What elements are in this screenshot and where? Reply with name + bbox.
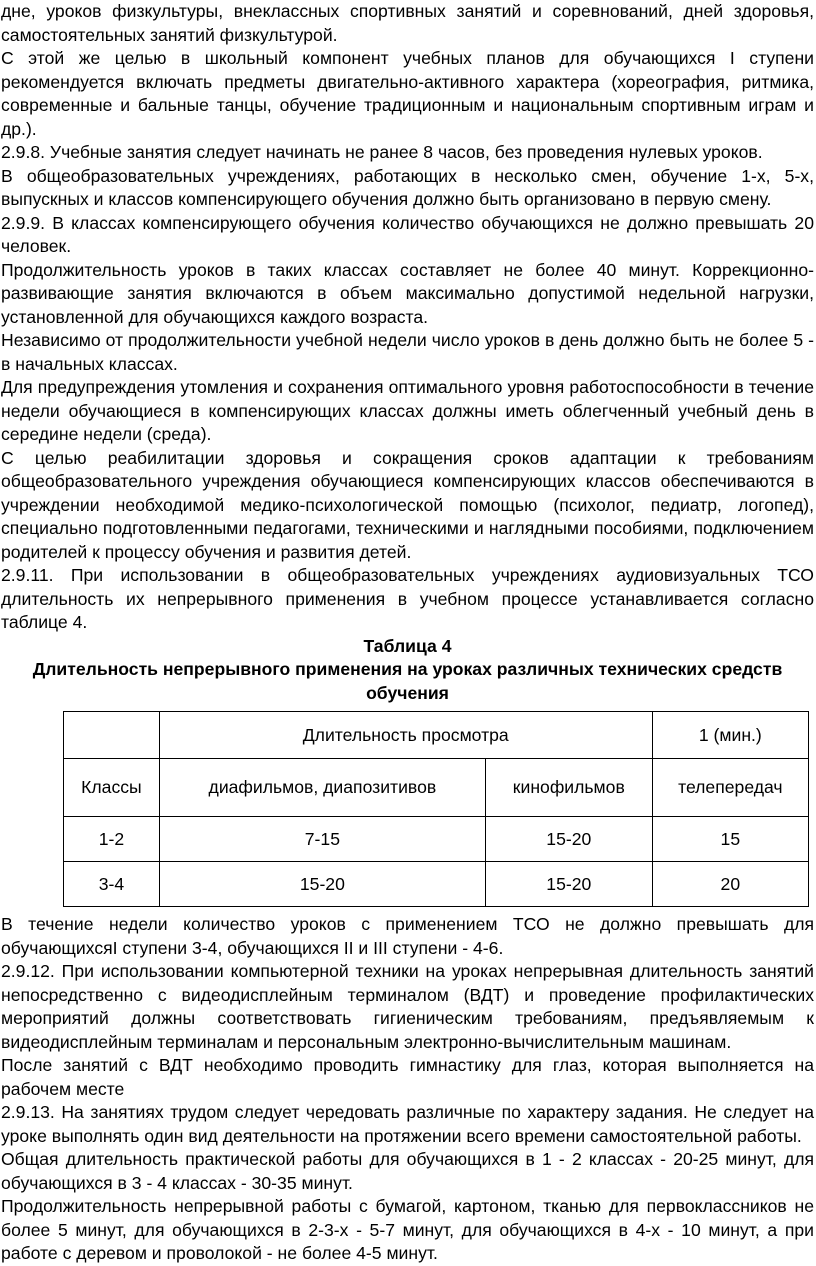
table-header-films: кинофильмов [485,759,652,817]
paragraph: дне, уроков физкультуры, внеклассных спортивных занятий и соревнований, дней здоровья, самостоятельных занятий физкультурой. [1,1,814,45]
table-header-unit: 1 (мин.) [652,712,808,759]
table-cell-classes: 1-2 [64,817,160,862]
paragraph: 2.9.8. Учебные занятия следует начинать не ранее 8 часов, без проведения нулевых уроков. [1,142,763,162]
paragraph: 2.9.11. При использовании в общеобразовательных учреждениях аудиовизуальных ТСО длительность их непрерывного применения в учебном процессе устанавливается согласно таблице 4. [1,565,814,632]
table-cell: 7-15 [159,817,485,862]
table-row [64,862,809,907]
table-header-classes: Классы [64,759,160,817]
paragraph: В общеобразовательных учреждениях, работающих в несколько смен, обучение 1-х, 5-х, выпускных и классов компенсирующего обучения должно быть организовано в первую смену. [1,165,814,209]
paragraph: Для предупреждения утомления и сохранения оптимального уровня работоспособности в течение недели обучающиеся в компенсирующих классах должны иметь облегченный учебный день в середине недели (среда). [1,377,814,444]
tso-duration-table [63,711,809,907]
table-cell: 15-20 [485,862,652,907]
paragraph: 2.9.12. При использовании компьютерной техники на уроках непрерывная длительность занятий непосредственно с видеодисплейным терминалом (ВДТ) и проведение профилактических мероприятий должны соответствовать гигиеническим требованиям, предъявляемым к видеодисплейным терминалам и персональным электронно-вычислительным машинам. [1,961,814,1052]
table-header-tv: телепередач [652,759,808,817]
table-header-filmstrips: диафильмов, диапозитивов [159,759,485,817]
paragraph: В течение недели количество уроков с применением ТСО не должно превышать для обучающихсяI ступени 3-4, обучающихся II и III ступени - 4-6. [1,914,814,958]
paragraph: Продолжительность уроков в таких классах составляет не более 40 минут. Коррекционно-развивающие занятия включаются в объем максимально допустимой недельной нагрузки, установленной для обучающихся каждого возраста. [1,259,814,327]
paragraph: Продолжительность непрерывной работы с бумагой, картоном, тканью для первоклассников не более 5 минут, для обучающихся в 2-3-х - 5-7 минут, для обучающихся в 4-х - 10 минут, а при работе с деревом и проволокой - не более 4-5 минут. [1,1196,814,1263]
table-row [64,817,809,862]
paragraph: Общая длительность практической работы для обучающихся в 1 - 2 классах - 20-25 минут, для обучающихся в 3 - 4 классах - 30-35 минут. [1,1149,814,1193]
paragraph: С этой же целью в школьный компонент учебных планов для обучающихся I ступени рекомендуется включать предметы двигательно-активного характера (хореография, ритмика, современные и бальные танцы, обучение традиционным и национальным спортивным играм и др.). [1,48,814,139]
table-cell: 15 [652,817,808,862]
table-header-group: Длительность просмотра [159,712,652,759]
table-cell: 15-20 [485,817,652,862]
paragraph: Независимо от продолжительности учебной недели число уроков в день должно быть не более 5 - в начальных классах. [1,330,814,374]
table-label: Таблица 4 [363,635,452,656]
table-subheader-row [64,759,809,817]
table-title: Длительность непрерывного применения на уроках различных технических средств обучения [32,659,783,703]
paragraph: 2.9.13. На занятиях трудом следует чередовать различные по характеру задания. Не следует на уроке выполнять один вид деятельности на протяжении всего времени самостоятельной работы. [1,1102,814,1146]
table-header-row [64,712,809,759]
table-cell-classes: 3-4 [64,862,160,907]
paragraph: С целью реабилитации здоровья и сокращения сроков адаптации к требованиям общеобразовательного учреждения обучающиеся компенсирующих классов обеспечиваются в учреждении необходимой медико-психологической помощью (психолог, педиатр, логопед), специально подготовленными педагогами, техническими и наглядными пособиями, подключением родителей к процессу обучения и развития детей. [1,447,814,562]
paragraph: 2.9.9. В классах компенсирующего обучения количество обучающихся не должно превышать 20 человек. [1,212,814,256]
table-cell: 15-20 [159,862,485,907]
table-cell: 20 [652,862,808,907]
table-header-empty [64,712,160,759]
paragraph: После занятий с ВДТ необходимо проводить гимнастику для глаз, которая выполняется на рабочем месте [1,1055,814,1099]
